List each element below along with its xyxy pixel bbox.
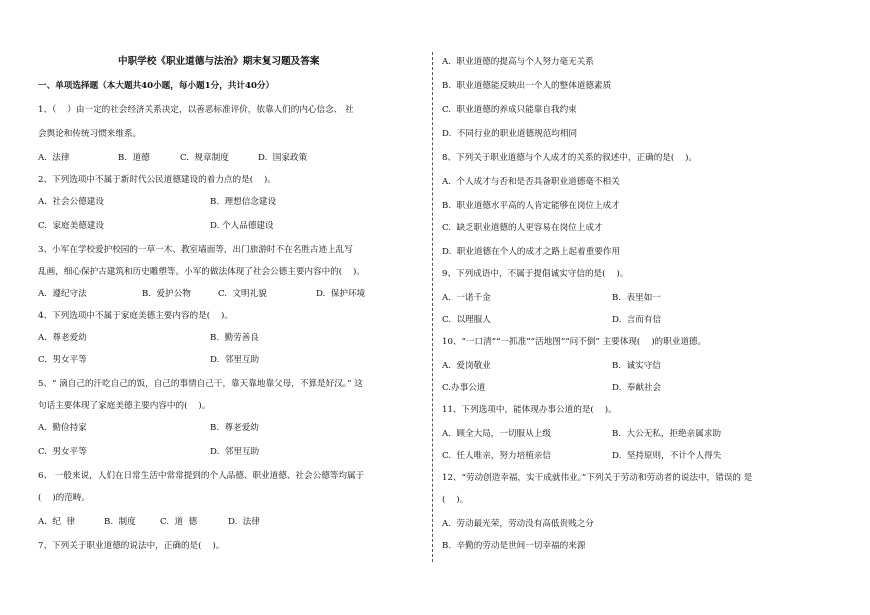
question-6: 6、 一般来说，人们在日常生活中常常提到的个人品德、职业道德、社会公德等均属于 [38,471,365,481]
question-2: 2、下列选项中不属于新时代公民道德建设的着力点的是( )。 [38,175,276,185]
question-5: 5、“ 滴自己的汗吃自己的饭，自己的事情自己干，靠天靠地靠父母，不算是好汉。” 这 [38,379,363,389]
q6-option-d: D. 法律 [228,517,260,527]
question-1-cont: 会舆论和传统习惯来维系。 [38,129,142,139]
q12-option-a: A. 劳动最光荣，劳动没有高低贵贱之分 [442,519,594,529]
q7-option-a: A. 职业道德的提高与个人努力毫无关系 [442,57,594,67]
question-5-cont: 句话主要体现了家庭美德主要内容中的( )。 [38,401,211,411]
q1-option-a: A. 法律 [38,153,70,163]
q1-option-b: B. 道德 [118,153,150,163]
q3-option-c: C. 文明礼貌 [218,289,267,299]
page-title: 中职学校《职业道德与法治》期末复习题及答案 [118,56,320,67]
question-1: 1、（ ）由一定的社会经济关系决定，以善恶标准评价，依靠人们的内心信念、 社 [38,105,354,115]
column-divider [432,52,433,562]
q5-option-a: A. 勤俭持家 [38,423,87,433]
question-3: 3、小军在学校爱护校园的一草一木、教室墙面等，出门旅游时不在名胜古迹上乱写 [38,245,353,255]
q11-option-b: B. 大公无私，拒绝亲属求助 [612,429,722,439]
question-10: 10、“一口清”“一抓准”“活地图”“问不倒” 主要体现( )的职业道德。 [442,337,707,347]
q11-option-a: A. 顾全大局，一切服从上级 [442,429,551,439]
q10-option-b: B. 诚实守信 [612,361,661,371]
q5-option-b: B. 尊老爱幼 [210,423,259,433]
q2-option-d: D. 个人品德建设 [210,221,274,231]
q11-option-d: D. 坚持原则，不计个人得失 [612,451,722,461]
q8-option-d: D. 职业道德在个人的成才之路上起着重要作用 [442,247,621,257]
question-7: 7、下列关于职业道德的说法中，正确的是( )。 [38,541,225,551]
q3-option-b: B. 爱护公物 [142,289,191,299]
q1-option-c: C. 规章制度 [180,153,229,163]
q10-option-c: C.办事公道 [442,383,486,393]
question-8: 8、下列关于职业道德与个人成才的关系的叙述中，正确的是( )。 [442,153,698,163]
q9-option-d: D. 言而有信 [612,315,662,325]
q9-option-c: C. 以理服人 [442,315,491,325]
q8-option-c: C. 缺乏职业道德的人更容易在岗位上成才 [442,223,603,233]
q2-option-c: C. 家庭美德建设 [38,221,105,231]
question-3-cont: 乱画，细心保护古建筑和历史雕塑等。小军的做法体现了社会公德主要内容中的( )。 [38,267,366,277]
q4-option-b: B. 勤劳善良 [210,333,259,343]
q10-option-a: A. 爱岗敬业 [442,361,491,371]
q8-option-a: A. 个人成才与否和是否具备职业道德毫不相关 [442,177,620,187]
q3-option-d: D. 保护环境 [316,289,366,299]
question-12-cont: ( )。 [442,495,469,505]
q4-option-a: A. 尊老爱幼 [38,333,87,343]
q6-option-c: C. 道 德 [160,517,198,527]
q11-option-c: C. 任人唯亲，努力培植亲信 [442,451,551,461]
question-4: 4、下列选项中不属于家庭美德主要内容的是( )。 [38,311,233,321]
q2-option-a: A. 社会公德建设 [38,197,104,207]
q5-option-d: D. 邻里互助 [210,447,260,457]
question-6-cont: ( )的范畴。 [38,493,91,503]
q5-option-c: C. 男女平等 [38,447,87,457]
question-9: 9、下列成语中，不属于提倡诚实守信的是( )。 [442,269,629,279]
q8-option-b: B. 职业道德水平高的人肯定能够在岗位上成才 [442,201,620,211]
q2-option-b: B. 理想信念建设 [210,197,277,207]
question-12: 12、“劳动创造幸福，实干成就伟业。”下列关于劳动和劳动者的说法中，错误的 是 [442,473,753,483]
q7-option-c: C. 职业道德的养成只能靠自我约束 [442,105,577,115]
q3-option-a: A. 遵纪守法 [38,289,87,299]
q7-option-b: B. 职业道德能反映出一个人的整体道德素质 [442,81,612,91]
q6-option-b: B. 制度 [104,517,136,527]
q1-option-d: D. 国家政策 [258,153,308,163]
q4-option-d: D. 邻里互助 [210,355,260,365]
q10-option-d: D. 奉献社会 [612,383,662,393]
q7-option-d: D. 不同行业的职业道德规范均相同 [442,129,578,139]
q12-option-b: B. 辛勤的劳动是世间一切幸福的来源 [442,541,586,551]
section-heading: 一、单项选择题（本大题共40小题，每小题1分，共计40分） [38,81,275,91]
q9-option-a: A. 一诺千金 [442,293,491,303]
q6-option-a: A. 纪 律 [38,517,76,527]
q4-option-c: C. 男女平等 [38,355,87,365]
q9-option-b: B. 表里如一 [612,293,661,303]
question-11: 11、下列选项中，能体现办事公道的是( )。 [442,405,617,415]
